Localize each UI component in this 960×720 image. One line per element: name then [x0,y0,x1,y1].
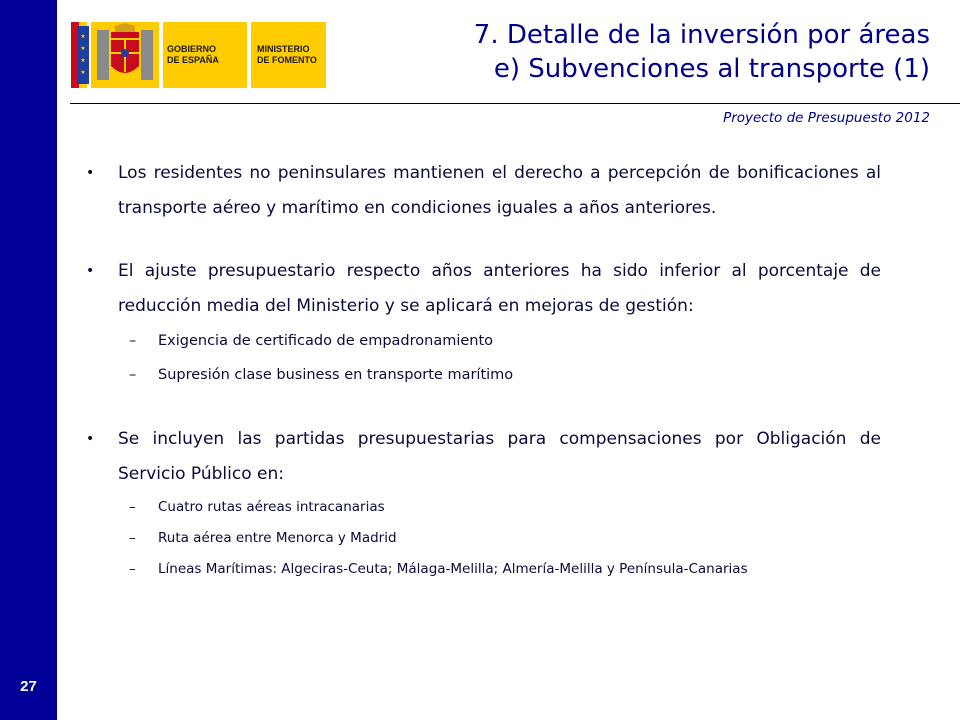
sub-list-item [86,492,881,523]
spain-coat-of-arms-icon [71,22,159,88]
government-label: GOBIERNO DE ESPAÑA [167,44,219,65]
dash-icon: – [129,499,136,515]
sub-item-text: Ruta aérea entre Menorca y Madrid [158,530,397,546]
sub-item-text: Exigencia de certificado de empadronamiento [158,333,494,349]
page-number: 27 [20,678,37,695]
bullet-text: Se incluyen las partidas presupuestarias para compensaciones por Obligación de Servicio Público en: [118,429,881,484]
dash-icon: – [129,333,137,349]
sub-list-item [86,324,881,358]
sub-list-item [86,554,881,585]
bullet-dot-icon: • [86,431,95,447]
dash-icon: – [129,530,136,546]
ministry-label: MINISTERIO DE FOMENTO [257,44,317,65]
bullet-item [86,422,881,492]
sub-list-item [86,523,881,554]
svg-text:★: ★ [80,57,86,64]
sub-item-text: Cuatro rutas aéreas intracanarias [158,499,385,515]
dash-icon: – [129,561,136,577]
bullet-item [86,254,881,324]
svg-text:★: ★ [80,45,86,52]
slide-title [474,18,930,86]
government-logo [71,22,326,88]
sub-item-text: Supresión clase business en transporte marítimo [158,367,514,383]
bullet-dot-icon: • [86,165,95,181]
bullet-text: Los residentes no peninsulares mantienen el derecho a percepción de bonificaciones al transporte aéreo y marítimo en condiciones iguales a años anteriores. [118,163,881,218]
svg-text:★: ★ [80,69,86,76]
slide-subtitle: Proyecto de Presupuesto 2012 [723,110,930,126]
bullet-item [86,156,881,226]
sub-list-item [86,358,881,392]
left-sidebar-bar [0,0,57,720]
slide-body [86,156,881,585]
bullet-text: El ajuste presupuestario respecto años anteriores ha sido inferior al porcentaje de reducción media del Ministerio y se aplicará en mejoras de gestión: [118,261,881,316]
dash-icon: – [129,367,137,383]
slide-title-line-2: e) Subvenciones al transporte (1) [493,54,930,84]
bullet-dot-icon: • [86,263,95,279]
header-divider [70,103,960,104]
sub-item-text: Líneas Marítimas: Algeciras-Ceuta; Málaga-Melilla; Almería-Melilla y Península-Canarias [158,561,748,577]
svg-text:★: ★ [80,33,86,40]
slide-title-line-1: 7. Detalle de la inversión por áreas [473,20,930,50]
